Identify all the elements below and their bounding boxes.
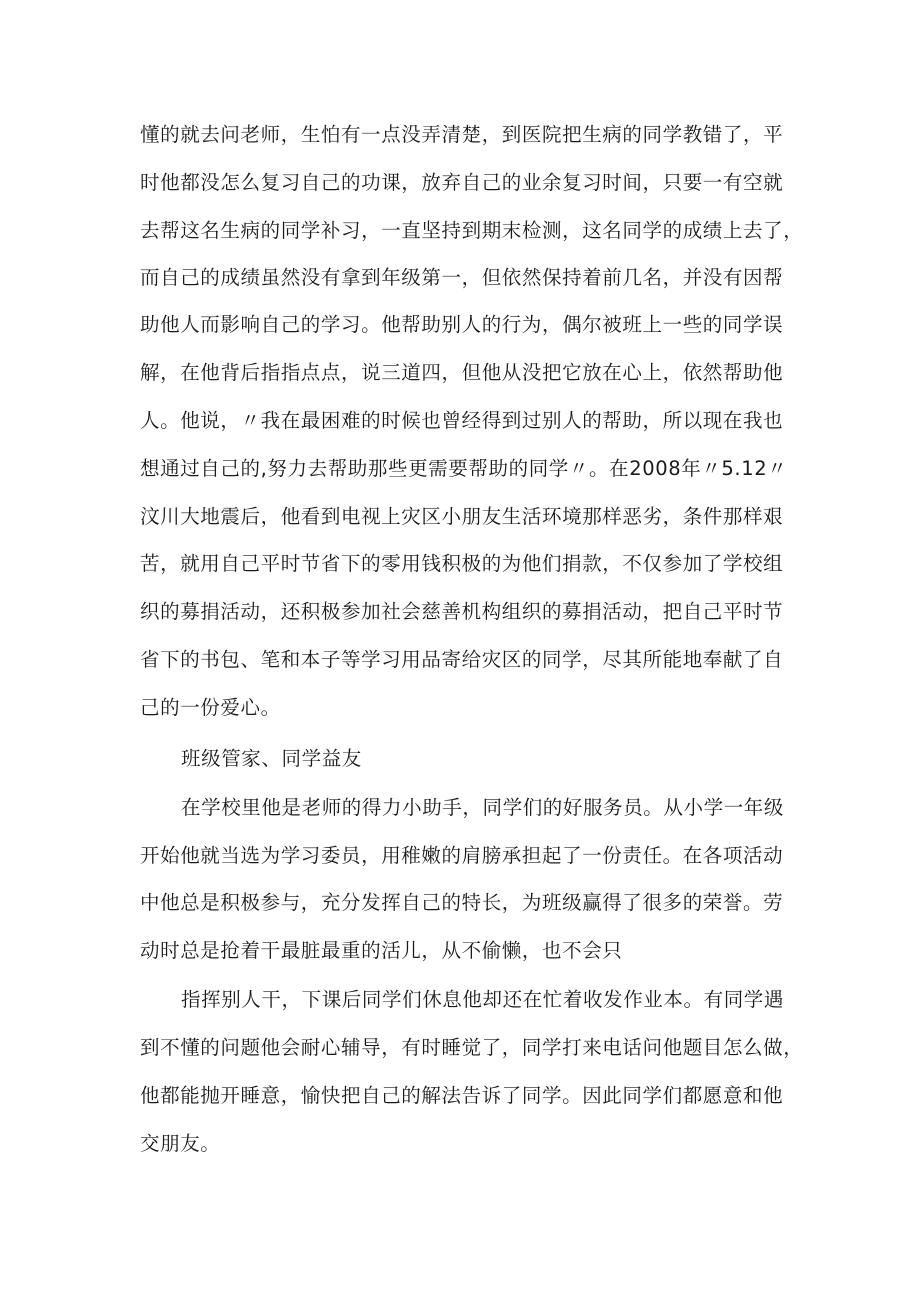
text-line: 时他都没怎么复习自己的功课，放弃自己的业余复习时间，只要一有空就 (140, 171, 784, 194)
text-line: 而自己的成绩虽然没有拿到年级第一，但依然保持着前几名，并没有因帮 (140, 266, 784, 289)
text-line: 助他人而影响自己的学习。他帮助别人的行为，偶尔被班上一些的同学误 (140, 313, 784, 336)
text-line: 省下的书包、笔和本子等学习用品寄给灾区的同学，尽其所能地奉献了自 (140, 648, 784, 671)
text-line: 想通过自己的,努力去帮助那些更需要帮助的同学〃。在2008年〃5.12〃 (140, 457, 788, 480)
text-line: 人。他说，〃我在最困难的时候也曾经得到过别人的帮助，所以现在我也 (140, 409, 784, 432)
text-line: 汶川大地震后，他看到电视上灾区小朋友生活环境那样恶劣，条件那样艰 (140, 505, 784, 528)
text-line: 他都能抛开睡意，愉快把自己的解法告诉了同学。因此同学们都愿意和他 (140, 1084, 784, 1107)
text-line: 交朋友。 (140, 1132, 221, 1155)
text-line: 己的一份爱心。 (140, 696, 281, 719)
text-line: 懂的就去问老师，生怕有一点没弄清楚，到医院把生病的同学教错了，平 (140, 123, 784, 146)
text-line: 指挥别人干，下课后同学们休息他却还在忙着收发作业本。有同学遇 (181, 988, 785, 1011)
text-line: 动时总是抢着干最脏最重的活儿，从不偷懒，也不会只 (140, 939, 623, 962)
text-line: 中他总是积极参与，充分发挥自己的特长，为班级赢得了很多的荣誉。劳 (140, 891, 784, 914)
section-heading: 班级管家、同学益友 (181, 747, 362, 770)
text-line: 织的募捐活动，还积极参加社会慈善机构组织的募捐活动，把自己平时节 (140, 600, 784, 623)
text-line: 去帮这名生病的同学补习，一直坚持到期末检测，这名同学的成绩上去了， (140, 219, 804, 242)
text-line: 在学校里他是老师的得力小助手，同学们的好服务员。从小学一年级 (181, 796, 785, 819)
text-line: 解，在他背后指指点点，说三道四，但他从没把它放在心上，依然帮助他 (140, 361, 784, 384)
text-line: 开始他就当选为学习委员，用稚嫩的肩膀承担起了一份责任。在各项活动 (140, 844, 784, 867)
text-line: 到不懂的问题他会耐心辅导，有时睡觉了，同学打来电话问他题目怎么做， (140, 1036, 804, 1059)
text-line: 苦，就用自己平时节省下的零用钱积极的为他们捐款，不仅参加了学校组 (140, 552, 784, 575)
